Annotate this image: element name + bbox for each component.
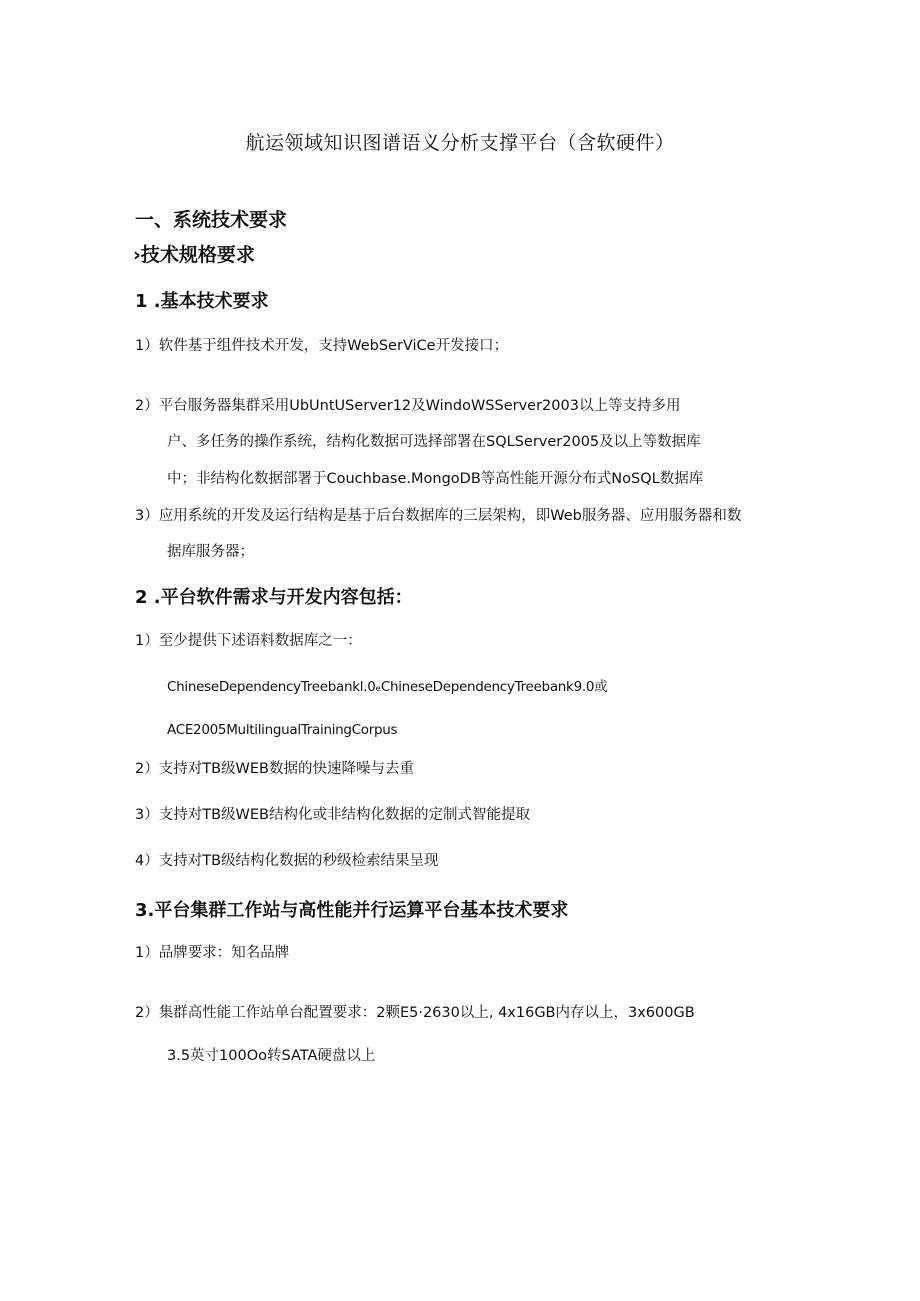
- part2-item1-detail1: ChineseDependencyTreebankl.0ₑChineseDependencyTreebank9.0或: [167, 679, 608, 695]
- part3-heading: 3.平台集群工作站与高性能并行运算平台基本技术要求: [135, 900, 569, 921]
- part3-item2-line2: 3.5英寸100Oo转SATA硬盘以上: [167, 1048, 376, 1064]
- part1-item3-line1: 3）应用系统的开发及运行结构是基于后台数据库的三层架构，即Web服务器、应用服务器和数: [135, 508, 742, 524]
- part1-item2-line3: 中；非结构化数据部署于Couchbase.MongoDB等高性能开源分布式NoSQL数据库: [167, 471, 704, 487]
- part2-item4: 4）支持对TB级结构化数据的秒级检索结果呈现: [135, 853, 439, 869]
- document-title: 航运领域知识图谱语义分析支撑平台（含软硬件）: [245, 132, 675, 154]
- part2-item3: 3）支持对TB级WEB结构化或非结构化数据的定制式智能提取: [135, 807, 530, 823]
- part2-heading: 2 .平台软件需求与开发内容包括：: [135, 587, 413, 608]
- part2-item1: 1）至少提供下述语料数据库之一：: [135, 633, 362, 649]
- part2-item2: 2）支持对TB级WEB数据的快速降噪与去重: [135, 761, 414, 777]
- part1-heading: 1 .基本技术要求: [135, 291, 269, 312]
- subsection-heading-tech-specs: ›技术规格要求: [133, 244, 255, 266]
- part1-item3-line2: 据库服务器；: [167, 544, 254, 560]
- part3-item1: 1）品牌要求：知名品牌: [135, 945, 290, 961]
- part1-item2-line2: 户、多任务的操作系统，结构化数据可选择部署在SQLServer2005及以上等数据库: [167, 434, 701, 450]
- part1-item1: 1）软件基于组件技术开发，支持WebSerViCe开发接口；: [135, 338, 509, 354]
- part3-item2-line1: 2）集群高性能工作站单台配置要求：2颗E5·2630以上, 4x16GB内存以上，3x600GB: [135, 1005, 695, 1021]
- part1-item2-line1: 2）平台服务器集群采用UbUntUServer12及WindoWSServer2003以上等支持多用: [135, 398, 681, 414]
- part2-item1-detail2: ACE2005MultilingualTrainingCorpus: [167, 722, 398, 738]
- section-heading-system-requirements: 一、系统技术要求: [135, 209, 288, 231]
